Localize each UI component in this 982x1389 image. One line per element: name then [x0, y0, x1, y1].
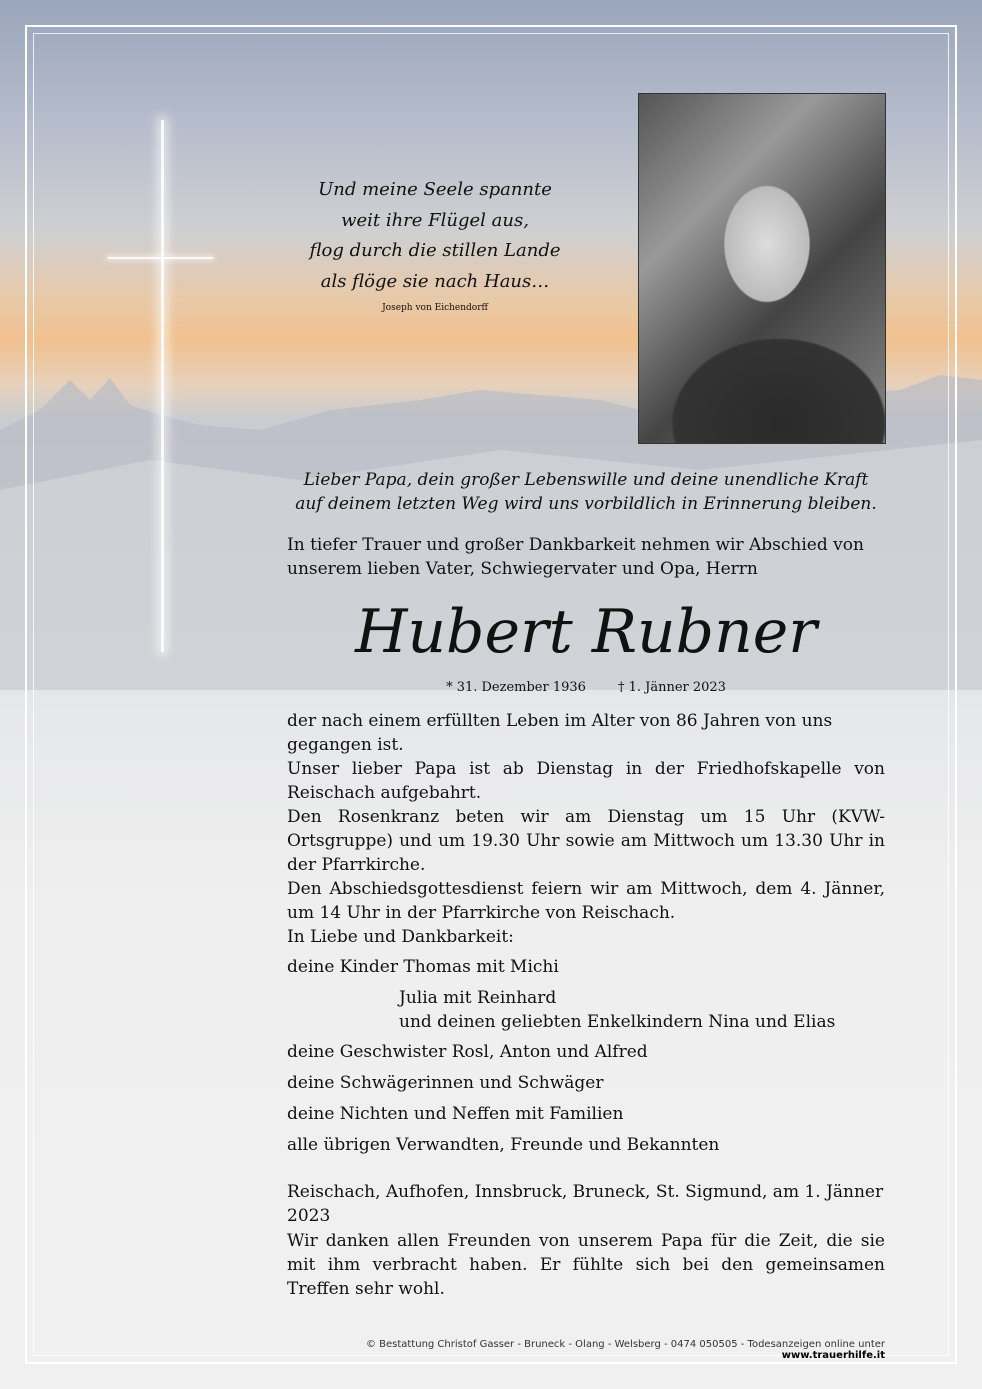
arrangement-text: Den Rosenkranz beten wir am Dienstag um 15 Uhr (KVW-Ortsgruppe) und um 19.30 Uhr sowie am Mittwoch um 13.30 Uhr in der Pfarrkirche. — [287, 807, 885, 875]
intro-text: In tiefer Trauer und großer Dankbarkeit nehmen wir Abschied von unserem lieben Vater, Schwiegervater und Opa, Herrn — [287, 535, 864, 579]
footer-text: © Bestattung Christof Gasser - Bruneck - Olang - Welsberg - 0474 050505 - Todesanzeigen online unter — [365, 1339, 885, 1350]
mourner-line: deine Geschwister Rosl, Anton und Alfred — [287, 1042, 648, 1062]
dedication — [287, 468, 885, 516]
footer-link[interactable]: www.trauerhilfe.it — [781, 1350, 885, 1361]
death-date: † 1. Jänner 2023 — [617, 680, 726, 695]
mourner-line: deine Nichten und Neffen mit Familien — [287, 1104, 624, 1124]
cross-icon — [161, 120, 164, 652]
poem-line: weit ihre Flügel aus, — [341, 209, 529, 231]
mourners-heading: In Liebe und Dankbarkeit: — [287, 927, 514, 947]
mourner-line: Julia mit Reinhard — [399, 988, 557, 1008]
poem-author: Joseph von Eichendorff — [382, 303, 488, 313]
portrait-photo — [638, 93, 886, 444]
footer — [287, 1339, 885, 1361]
dedication-line: auf deinem letzten Weg wird uns vorbildlich in Erinnerung bleiben. — [295, 494, 877, 514]
poem-line: Und meine Seele spannte — [318, 179, 552, 200]
poem — [300, 175, 570, 297]
mourner-line: alle übrigen Verwandten, Freunde und Bekannten — [287, 1135, 720, 1155]
dedication-line: Lieber Papa, dein großer Lebenswille und deine unendliche Kraft — [303, 470, 869, 490]
deceased-name: Hubert Rubner — [355, 597, 817, 667]
arrangement-text: Den Abschiedsgottesdienst feiern wir am Mittwoch, dem 4. Jänner, um 14 Uhr in der Pfarrkirche von Reischach. — [287, 879, 885, 923]
arrangements — [287, 757, 885, 925]
thanks-text: Wir danken allen Freunden von unserem Papa für die Zeit, die sie mit ihm verbracht haben. Er fühlte sich bei den gemeinsamen Treffen sehr wohl. — [287, 1231, 885, 1299]
birth-date: * 31. Dezember 1936 — [446, 680, 586, 695]
poem-line: flog durch die stillen Lande — [309, 240, 561, 261]
age-line: der nach einem erfüllten Leben im Alter von 86 Jahren von uns gegangen ist. — [287, 711, 833, 755]
place-date: Reischach, Aufhofen, Innsbruck, Bruneck, St. Sigmund, am 1. Jänner 2023 — [287, 1182, 884, 1226]
arrangement-text: Unser lieber Papa ist ab Dienstag in der Friedhofskapelle von Reischach aufgebahrt. — [287, 759, 885, 803]
life-dates — [287, 680, 885, 695]
cross-icon-bar — [108, 257, 213, 259]
mourner-line: deine Kinder Thomas mit Michi — [287, 957, 559, 977]
poem-line: als flöge sie nach Haus… — [320, 270, 550, 292]
mourner-line: und deinen geliebten Enkelkindern Nina und Elias — [399, 1012, 836, 1032]
mourner-line: deine Schwägerinnen und Schwäger — [287, 1073, 604, 1093]
